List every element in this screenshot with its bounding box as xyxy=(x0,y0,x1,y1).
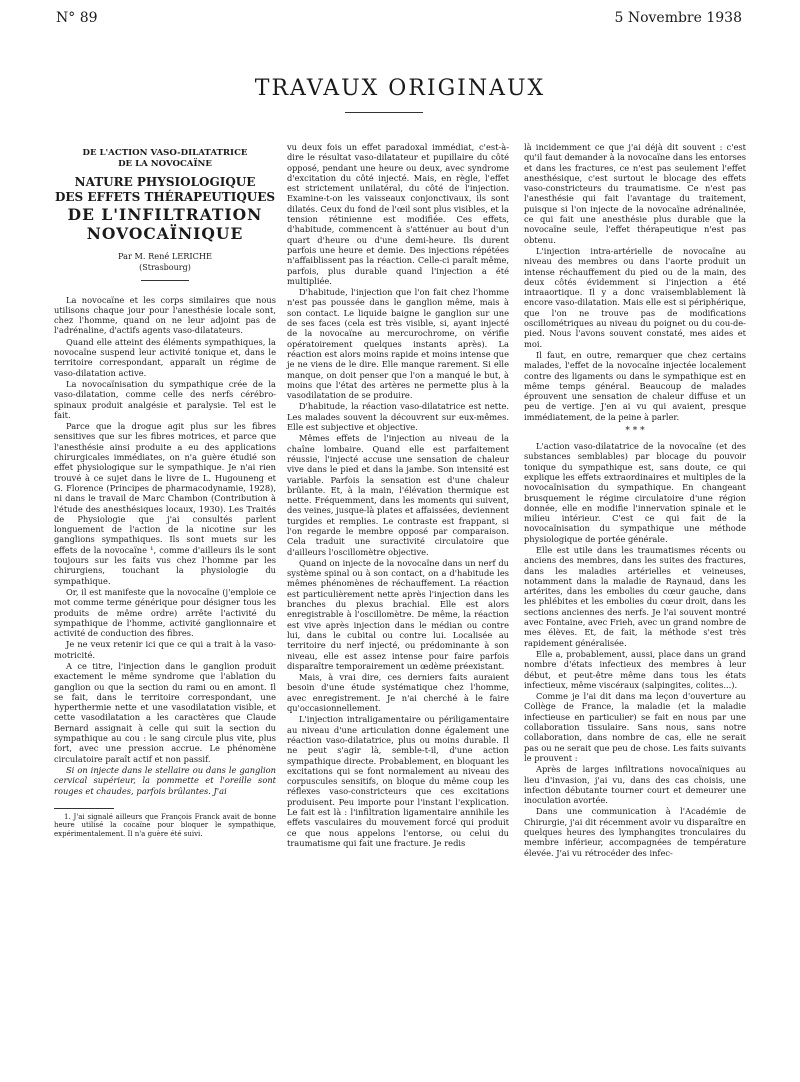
paragraph: L'injection intraligamentaire ou périligamentaire au niveau d'une articulation donne également une réaction vaso-dilatatrice, plus ou moins durable. Il ne peut s'agir là, semble-t-il, d'une action sympathique directe. Probablement, en bloquant les excitations qui se font normalement au niveau des corpuscules sensitifs, on bloque du même coup les réflexes vaso-constricteurs que ces excitations produisent. Peu importe pour l'instant l'explication. Le fait est là : l'infiltration ligamentaire annihile les effets vasculaires du mouvement forcé qui produit ce que nous appelons l'entorse, ou celui du traumatisme qui fait une fracture. Je redis xyxy=(287,714,509,848)
paragraph: L'action vaso-dilatatrice de la novocaïne (et des substances semblables) par blocage du pouvoir tonique du sympathique est, sans doute, ce qui explique les effets extraordinaires et multiples de la novocaïnisation du sympathique. En changeant brusquement le régime circulatoire d'une région donnée, elle en modifie l'innervation spinale et le milieu intérieur. C'est ce qui fait de la novocaïnisation du sympathique une méthode physiologique de portée générale. xyxy=(524,441,746,544)
paragraph: Quand elle atteint des éléments sympathiques, la novocaïne suspend leur activité tonique et, dans le territoire correspondant, apparaît un régime de vaso-dilatation active. xyxy=(54,336,276,378)
paragraph: Quand on injecte de la novocaïne dans un nerf du système spinal ou à son contact, on a d'habitude les mêmes phénomènes de réchauffement. La réaction est particulièrement nette après l'injection dans les branches du plexus brachial. Elle est alors enregistrable à l'oscillomètre. De même, la réaction est vive après injection dans le médian ou contre lui, dans le cubital ou contre lui. Localisée au territoire du nerf injecté, ou prédominante à son niveau, elle est assez intense pour faire parfois disparaître temporairement un œdème préexistant. xyxy=(287,557,509,671)
article-subtitle-1: DE L'ACTION VASO-DILATATRICE xyxy=(82,148,248,158)
paragraph: A ce titre, l'injection dans le ganglion produit exactement le même syndrome que l'ablation du ganglion ou que la section du rami ou en amont. Il se fait, dans le territoire correspondant, une hyperthermie nette et une vasodilatation visible, et cette vasodilatation a les caractères que Claude Bernard assignait à celle qui suit la section du sympathique au cou : le sang circule plus vite, plus fort, avec une pression accrue. Le phénomène circulatoire paraît actif et non passif. xyxy=(54,660,276,764)
paragraph: D'habitude, l'injection que l'on fait chez l'homme n'est pas poussée dans le ganglion même, mais à son contact. Le liquide baigne le ganglion sur une de ses faces (cela est très visible, si, ayant injecté de la novocaïne au mercurochrome, on vérifie opératoirement quelques instants après). La réaction est alors moins rapide et moins intense que je ne viens de le dire. Elle manque rarement. Si elle manque, on doit penser que l'on a manqué le but, à moins que l'état des artères ne permette plus à la vasodilatation de se produire. xyxy=(287,287,509,401)
paragraph: La novocaïnisation du sympathique crée de la vaso-dilatation, comme celle des nerfs cérébro-spinaux produit analgésie et paralysie. Tel est le fait. xyxy=(54,378,276,420)
paragraph: vu deux fois un effet paradoxal immédiat, c'est-à-dire le résultat vaso-dilatateur et pupillaire du côté opposé, pendant une heure ou deux, avec syndrome d'excitation du côté injecté. Mais, en règle, l'effet est strictement unilatéral, du côté de l'injection. Examine-t-on les vaisseaux conjonctivaux, ils sont dilatés. Ceux du fond de l'œil sont plus visibles, et la tension rétinienne est modifiée. Ces effets, d'habitude, commencent à s'atténuer au bout d'un quart d'heure ou d'une demi-heure. Ils durent parfois une heure et demie. Des injections répétées n'affaiblissent pas la réaction. Celle-ci paraît même, parfois, plus durable quand l'injection a été multipliée. xyxy=(287,142,509,286)
section-title: TRAVAUX ORIGINAUX xyxy=(254,76,546,101)
paragraph: Elle a, probablement, aussi, place dans un grand nombre d'états infectieux des membres à leur début, et peut-être même dans tous les états infectieux, même viscéraux (salpingites, colites...). xyxy=(524,648,746,690)
article-title-3: DE L'INFILTRATION xyxy=(67,205,263,224)
paragraph: La novocaïne et les corps similaires que nous utilisons chaque jour pour l'anesthésie locale sont, chez l'homme, quand on ne leur adjoint pas de l'adrénaline, d'actifs agents vaso-dilatateurs. xyxy=(54,294,276,336)
article-title-2: DES EFFETS THÉRAPEUTIQUES xyxy=(54,190,276,204)
issue-number: N° 89 xyxy=(56,10,98,26)
paragraph: Parce que la drogue agit plus sur les fibres sensitives que sur les fibres motrices, et parce que l'anesthésie ainsi produite a eu des applications chirurgicales immédiates, on n'a guère étudié son effet physiologique sur le sympathique. Je n'ai rien trouvé à ce sujet dans le livre de L. Hugouneng et G. Florence (Principes de pharmacodynamie, 1928), ni dans le travail de Marc Chambon (Contribution à l'étude des anesthésiques locaux, 1930). Les Traités de Physiologie que j'ai consultés parlent longuement de l'action de la nicotine sur les ganglions sympathiques. Ils sont muets sur les effets de la novocaïne ¹, comme d'ailleurs ils le sont toujours sur les faits vus chez l'homme par les chirurgiens, touchant la physiologie du sympathique. xyxy=(54,421,276,586)
footnote-rule xyxy=(54,808,114,809)
paragraph: Mêmes effets de l'injection au niveau de la chaîne lombaire. Quand elle est parfaitement réussie, l'injecté accuse une sensation de chaleur vive dans le pied et dans la jambe. Son intensité est variable. Parfois la sensation est d'une chaleur brûlante. Et, à la main, l'élévation thermique est nette. Fréquemment, dans les moments qui suivent, des veines, jusque-là plates et affaissées, deviennent turgides et remplies. Le contraste est frappant, si l'on regarde le membre opposé par comparaison. Cela traduit une suractivité circulatoire que d'ailleurs l'oscillomètre objective. xyxy=(287,433,509,557)
paragraph: Après de larges infiltrations novocaïniques au lieu d'invasion, j'ai vu, dans des cas choisis, une infection débutante tourner court et demeurer une inoculation avortée. xyxy=(524,764,746,806)
article-title-1: NATURE PHYSIOLOGIQUE xyxy=(74,175,256,189)
paragraph: Dans une communication à l'Académie de Chirurgie, j'ai dit récemment avoir vu disparaître en quelques heures des lymphangites tronculaires du membre inférieur, accompagnées de température élevée. J'ai vu rétrocéder des infec- xyxy=(524,806,746,858)
footnote: 1. J'ai signalé ailleurs que François Franck avait de bonne heure utilisé la cocaïne pour bloquer le sympathique, expérimentalement. Il n'a guère été suivi. xyxy=(54,812,276,839)
paragraph: Si on injecte dans le stellaire ou dans le ganglion cervical supérieur, la pommette et l'oreille sont rouges et chaudes, parfois brûlantes. J'ai xyxy=(54,764,276,796)
paragraph: Elle est utile dans les traumatismes récents ou anciens des membres, dans les suites des fractures, dans les maladies artérielles et veineuses, notamment dans la maladie de Raynaud, dans les artérites, dans les embolies du cœur gauche, dans les phlébites et les embolies du cœur droit, dans les sections anciennes des nerfs. Je l'ai souvent montré avec Fontaine, avec Frieh, avec un grand nombre de mes élèves. Et, de fait, la méthode s'est très rapidement généralisée. xyxy=(524,544,746,648)
column-middle xyxy=(287,142,509,849)
paragraph: Comme je l'ai dit dans ma leçon d'ouverture au Collège de France, la maladie (et la maladie infectieuse en particulier) se fait en nous par une collaboration tissulaire. Sans nous, sans notre collaboration, dans nombre de cas, elle ne serait pas ou ne serait que peu de chose. Les faits suivants le prouvent : xyxy=(524,691,746,763)
paragraph: Mais, à vrai dire, ces derniers faits auraient besoin d'une étude systématique chez l'homme, avec enregistrement. Je n'ai cherché à le faire qu'occasionnellement. xyxy=(287,672,509,714)
paragraph: L'injection intra-artérielle de novocaïne au niveau des membres ou dans l'aorte produit un intense réchauffement du pied ou de la main, des deux côtés évidemment si l'injection a été intraaortique. Il y a donc vraisemblablement là encore vaso-dilatation. Mais elle est si périphérique, que l'on ne trouve pas de modifications oscillométriques au niveau du poignet ou du cou-de-pied. Nous l'avons souvent constaté, mes aides et moi. xyxy=(524,245,746,349)
paragraph: Or, il est manifeste que la novocaïne (j'emploie ce mot comme terme générique pour désigner tous les produits de même ordre) arrête l'activité du sympathique de l'homme, activité ganglionnaire et activité de conduction des fibres. xyxy=(54,586,276,639)
paragraph: D'habitude, la réaction vaso-dilatatrice est nette. Les malades souvent la découvrent sur eux-mêmes. Elle est subjective et objective. xyxy=(287,401,509,433)
column-left xyxy=(54,148,276,839)
title-rule xyxy=(345,112,423,113)
article-title-4: NOVOCAÏNIQUE xyxy=(86,224,244,243)
author: Par M. René LERICHE xyxy=(117,251,213,261)
affiliation: (Strasbourg) xyxy=(139,263,191,273)
paragraph: Je ne veux retenir ici que ce qui a trait à la vaso-motricité. xyxy=(54,639,276,660)
column-right xyxy=(524,142,746,859)
issue-date: 5 Novembre 1938 xyxy=(614,10,742,26)
byline-rule xyxy=(141,280,189,281)
paragraph: Il faut, en outre, remarquer que chez certains malades, l'effet de la novocaïne injectée localement contre des ligaments ou dans le sympathique est en même temps général. Beaucoup de malades éprouvent une sensation de chaleur diffuse et un peu de vertige. J'en ai vu qui avaient, presque immédiatement, de la peine à parler. xyxy=(524,349,746,422)
article-subtitle-2: DE LA NOVOCAÏNE xyxy=(118,159,212,169)
paragraph: là incidemment ce que j'ai déjà dit souvent : c'est qu'il faut demander à la novocaïne dans les entorses et dans les fractures, ce n'est pas seulement l'effet anesthésique, c'est surtout le blocage des effets vaso-constricteurs du traumatisme. Ce n'est pas l'anesthésie qui fait l'avantage du traitement, puisque si l'on injecte de la novocaïne adrénalinée, ce qui fait une anesthésie plus durable que la novocaïne seule, l'effet thérapeutique n'est pas obtenu. xyxy=(524,142,746,245)
section-stars: * * * xyxy=(625,426,645,437)
